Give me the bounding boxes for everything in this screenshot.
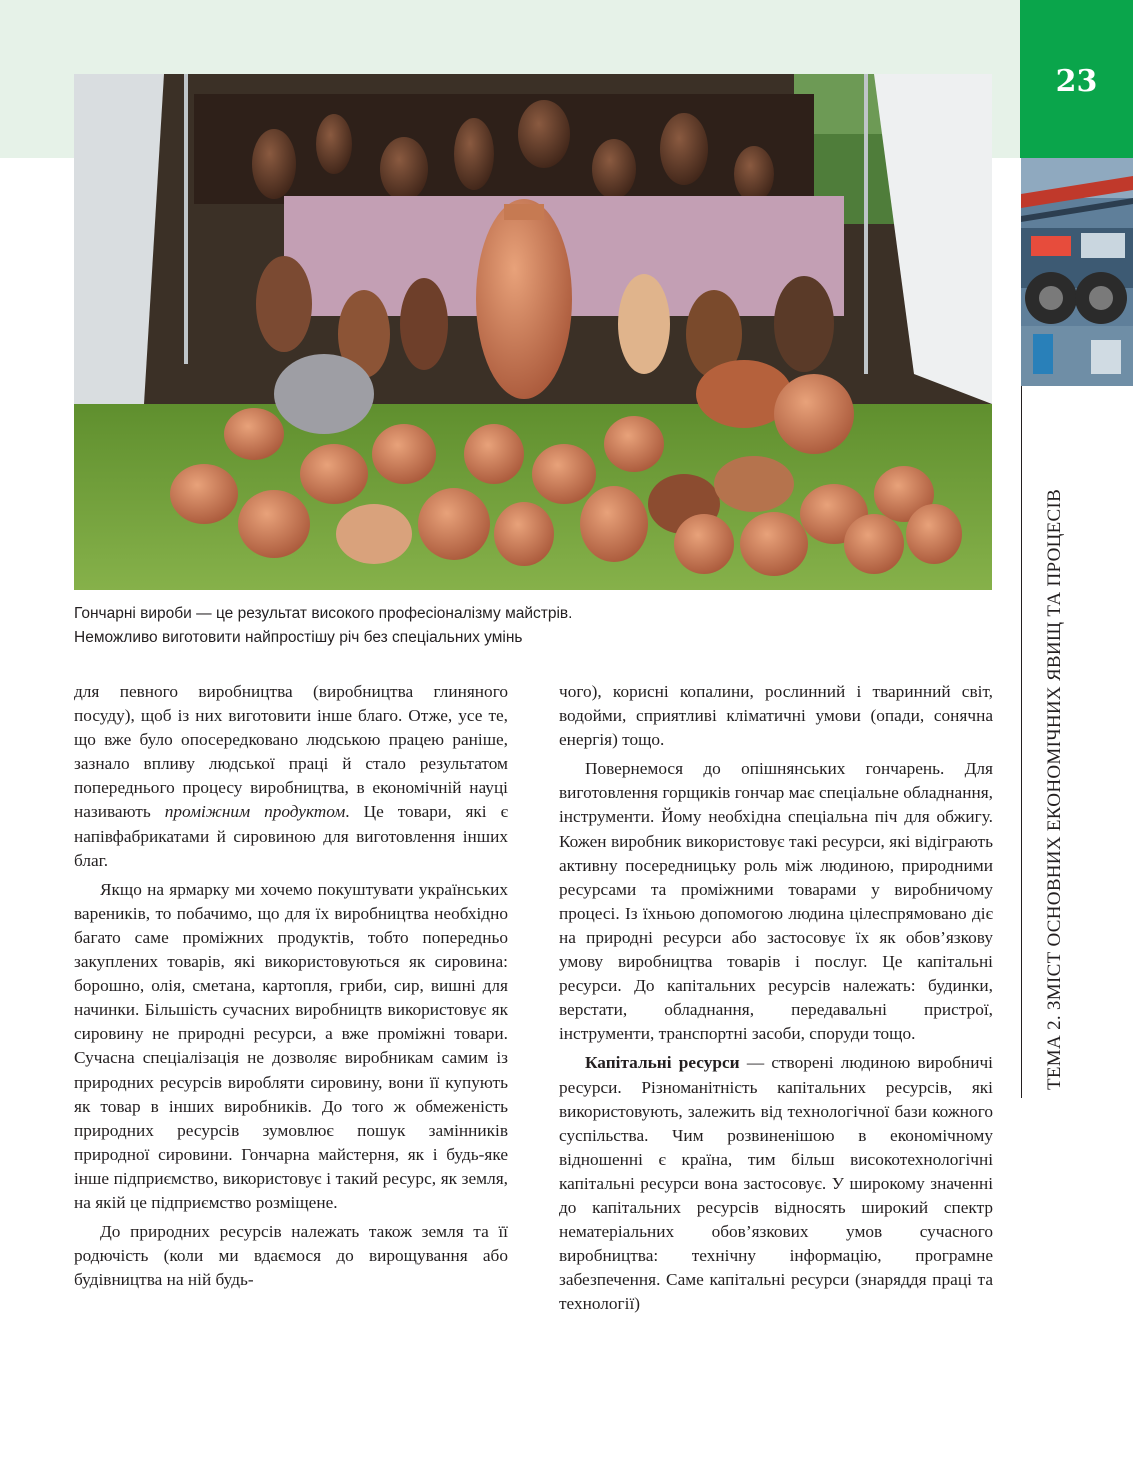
photo-caption: [74, 602, 974, 650]
left-paragraph-3: До природних ресурсів належать також земля та її родючість (коли ми вдаємося до вирощування або будівництва на ній будь-: [74, 1222, 508, 1290]
pottery-photo: [74, 74, 992, 590]
caption-line-2: Неможливо виготовити найпростішу річ без спеціальних умінь: [74, 629, 523, 646]
term-capital-resources: Капітальні ресурси: [585, 1053, 740, 1073]
right-paragraph-3: [559, 1051, 993, 1316]
page-number: 23: [1055, 64, 1098, 99]
right-paragraph-1: чого), корисні копалини, рослинний і тваринний світ, водойми, сприятливі кліматичні умови (опади, сонячна енергія) тощо.: [559, 682, 993, 750]
running-title: ТЕМА 2. ЗМІСТ ОСНОВНИХ ЕКОНОМІЧНИХ ЯВИЩ ТА ПРОЦЕСІВ: [1044, 488, 1065, 1090]
left-column: [74, 680, 508, 1292]
right-paragraph-2: Повернемося до опішнянських гончарень. Для виготовлення горщиків гончар має спеціальне обладнання, інструменти. Йому необхідна спеціальна піч для обжигу. Кожен виробник використовує такі ресурси, які відіграють активну посередницьку роль між людиною, природними ресурсами та проміжними товарами у виробничому процесі. Із їхньою допомогою людина цілеспрямовано діє на природні ресурси або застосовує їх як обов’язкову умову виробництва товарів і послуг. Це капітальні ресурси. До капітальних ресурсів належать: будинки, верстати, обладнання, передавальні пристрої, інструменти, транспортні засоби, споруди тощо.: [559, 759, 993, 1044]
right-paragraph-3-text: — створені людиною виробничі ресурси. Різноманітність капітальних ресурсів, які використовують, залежить від технологічної бази кожного суспільства. Чим розвиненішою в економічному відношенні є країна, тим більш високотехнологічні капітальні ресурси вона застосовує. У широкому значенні до капітальних ресурсів відносять широкий спектр нематеріальних обов’язкових умов сучасного виробництва: технічну інформацію, програмне забезпечення. Саме капітальні ресурси (знаряддя праці та технології): [559, 1053, 993, 1314]
caption-line-1: Гончарні вироби — це результат високого професіоналізму майстрів.: [74, 605, 573, 622]
side-thumbnail-photo: [1021, 158, 1133, 386]
side-divider: [1021, 386, 1022, 1098]
left-paragraph-2: Якщо на ярмарку ми хочемо покуштувати українських вареників, то побачимо, що для їх виробництва необхідно багато саме проміжних продуктів, тобто попередньо закуплених товарів, які використовуються як сировина: борошно, олія, сметана, картопля, гриби, сир, вишні для начинки. Більшість сучасних виробництв використовує як сировину не природні ресурси, а вже проміжні товари. Сучасна спеціалізація не дозволяє виробникам самим із природних ресурсів виробляти сировину, вони її купують як товар в інших виробників. До того ж обмеженість природних ресурсів зумовлює пошук замінників природної сировини. Гончарна майстерня, як і будь-яке інше підприємство, використовує і такий ресурс, як земля, на якій це підприємство розміщене.: [74, 879, 508, 1212]
right-column: [559, 680, 993, 1316]
left-paragraph-1-end: . Це товари, які є напівфабрикатами й сировиною для виготовлення інших благ.: [74, 802, 508, 870]
term-intermediate-product: проміжним продуктом: [164, 802, 346, 822]
left-paragraph-1-text: для певного виробництва (виробництва глиняного посуду), щоб із них виготовити інше благо. Отже, усе те, що вже було опосередковано людською працею раніше, зазнало впливу людської праці й стало результатом попереднього процесу виробництва, в економічній науці називають: [74, 682, 508, 822]
left-paragraph-1: [74, 680, 508, 873]
